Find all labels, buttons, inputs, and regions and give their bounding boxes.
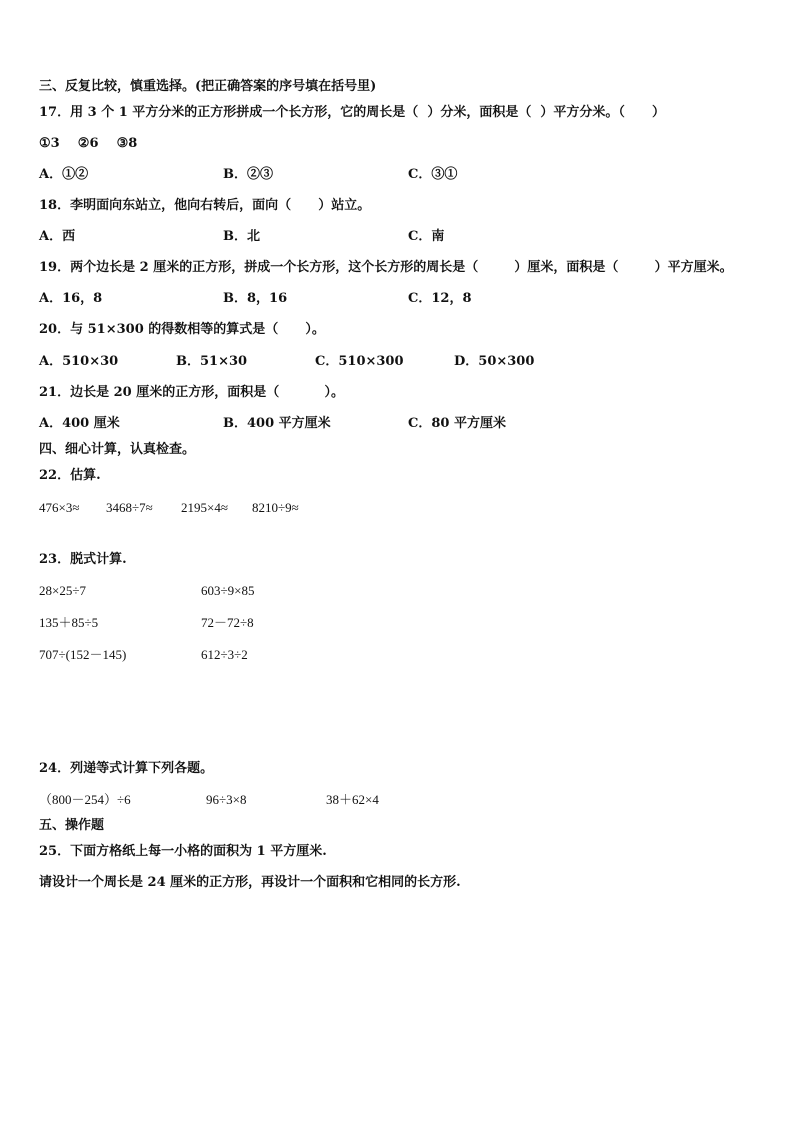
stepwise-expr-1: （800－254）÷6 — [39, 792, 131, 807]
question-17-items: ①3 ②6 ③8 — [39, 136, 138, 151]
question-20-option-c: C．510×300 — [315, 354, 404, 369]
question-25-text-2: 请设计一个周长是 24 厘米的正方形，再设计一个面积和它相同的长方形. — [39, 875, 461, 890]
question-20-text: 20．与 51×300 的得数相等的算式是（ ）。 — [39, 322, 325, 337]
question-18-option-c: C．南 — [408, 229, 445, 244]
calc-expr-6: 612÷3÷2 — [201, 647, 248, 662]
question-21-option-a: A．400 厘米 — [39, 416, 120, 431]
question-23-text: 23．脱式计算. — [39, 552, 127, 567]
question-21-option-c: C．80 平方厘米 — [408, 416, 506, 431]
question-20-option-b: B．51×30 — [176, 354, 248, 369]
question-18-option-a: A．西 — [39, 229, 76, 244]
question-19-option-c: C．12，8 — [408, 291, 472, 306]
question-21-option-b: B．400 平方厘米 — [223, 416, 331, 431]
section-3-title: 三、反复比较，慎重选择。(把正确答案的序号填在括号里) — [39, 79, 377, 94]
question-18-option-b: B．北 — [223, 229, 260, 244]
question-17-option-b: B．②③ — [223, 167, 273, 182]
question-19-option-a: A．16，8 — [39, 291, 103, 306]
stepwise-expr-3: 38＋62×4 — [326, 792, 379, 807]
question-18-text: 18．李明面向东站立，他向右转后，面向（ ）站立。 — [39, 198, 371, 213]
question-25-text: 25．下面方格纸上每一小格的面积为 1 平方厘米. — [39, 844, 327, 859]
estimate-expr-3: 2195×4≈ — [181, 500, 228, 515]
question-20-option-d: D．50×300 — [454, 354, 535, 369]
stepwise-expr-2: 96÷3×8 — [206, 792, 247, 807]
question-21-text: 21．边长是 20 厘米的正方形，面积是（ ）。 — [39, 385, 344, 400]
calc-expr-2: 603÷9×85 — [201, 583, 255, 598]
question-20-option-a: A．510×30 — [39, 354, 119, 369]
calc-expr-4: 72－72÷8 — [201, 615, 254, 630]
calc-expr-5: 707÷(152－145) — [39, 647, 127, 662]
calc-expr-1: 28×25÷7 — [39, 583, 86, 598]
question-24-text: 24．列递等式计算下列各题。 — [39, 761, 214, 776]
question-19-text: 19．两个边长是 2 厘米的正方形，拼成一个长方形，这个长方形的周长是（ ）厘米，面积是（ ）平方厘米。 — [39, 260, 733, 275]
estimate-expr-2: 3468÷7≈ — [106, 500, 153, 515]
estimate-expr-1: 476×3≈ — [39, 500, 80, 515]
estimate-expr-4: 8210÷9≈ — [252, 500, 299, 515]
section-4-title: 四、细心计算，认真检查。 — [39, 442, 196, 457]
question-17-text: 17．用 3 个 1 平方分米的正方形拼成一个长方形，它的周长是（ ）分米，面积是（ ）平方分米。（ ） — [39, 105, 666, 120]
section-5-title: 五、操作题 — [39, 818, 105, 833]
question-17-option-a: A．①② — [39, 167, 89, 182]
question-17-option-c: C．③① — [408, 167, 458, 182]
question-22-text: 22．估算. — [39, 468, 101, 483]
question-19-option-b: B．8，16 — [223, 291, 288, 306]
calc-expr-3: 135＋85÷5 — [39, 615, 99, 630]
